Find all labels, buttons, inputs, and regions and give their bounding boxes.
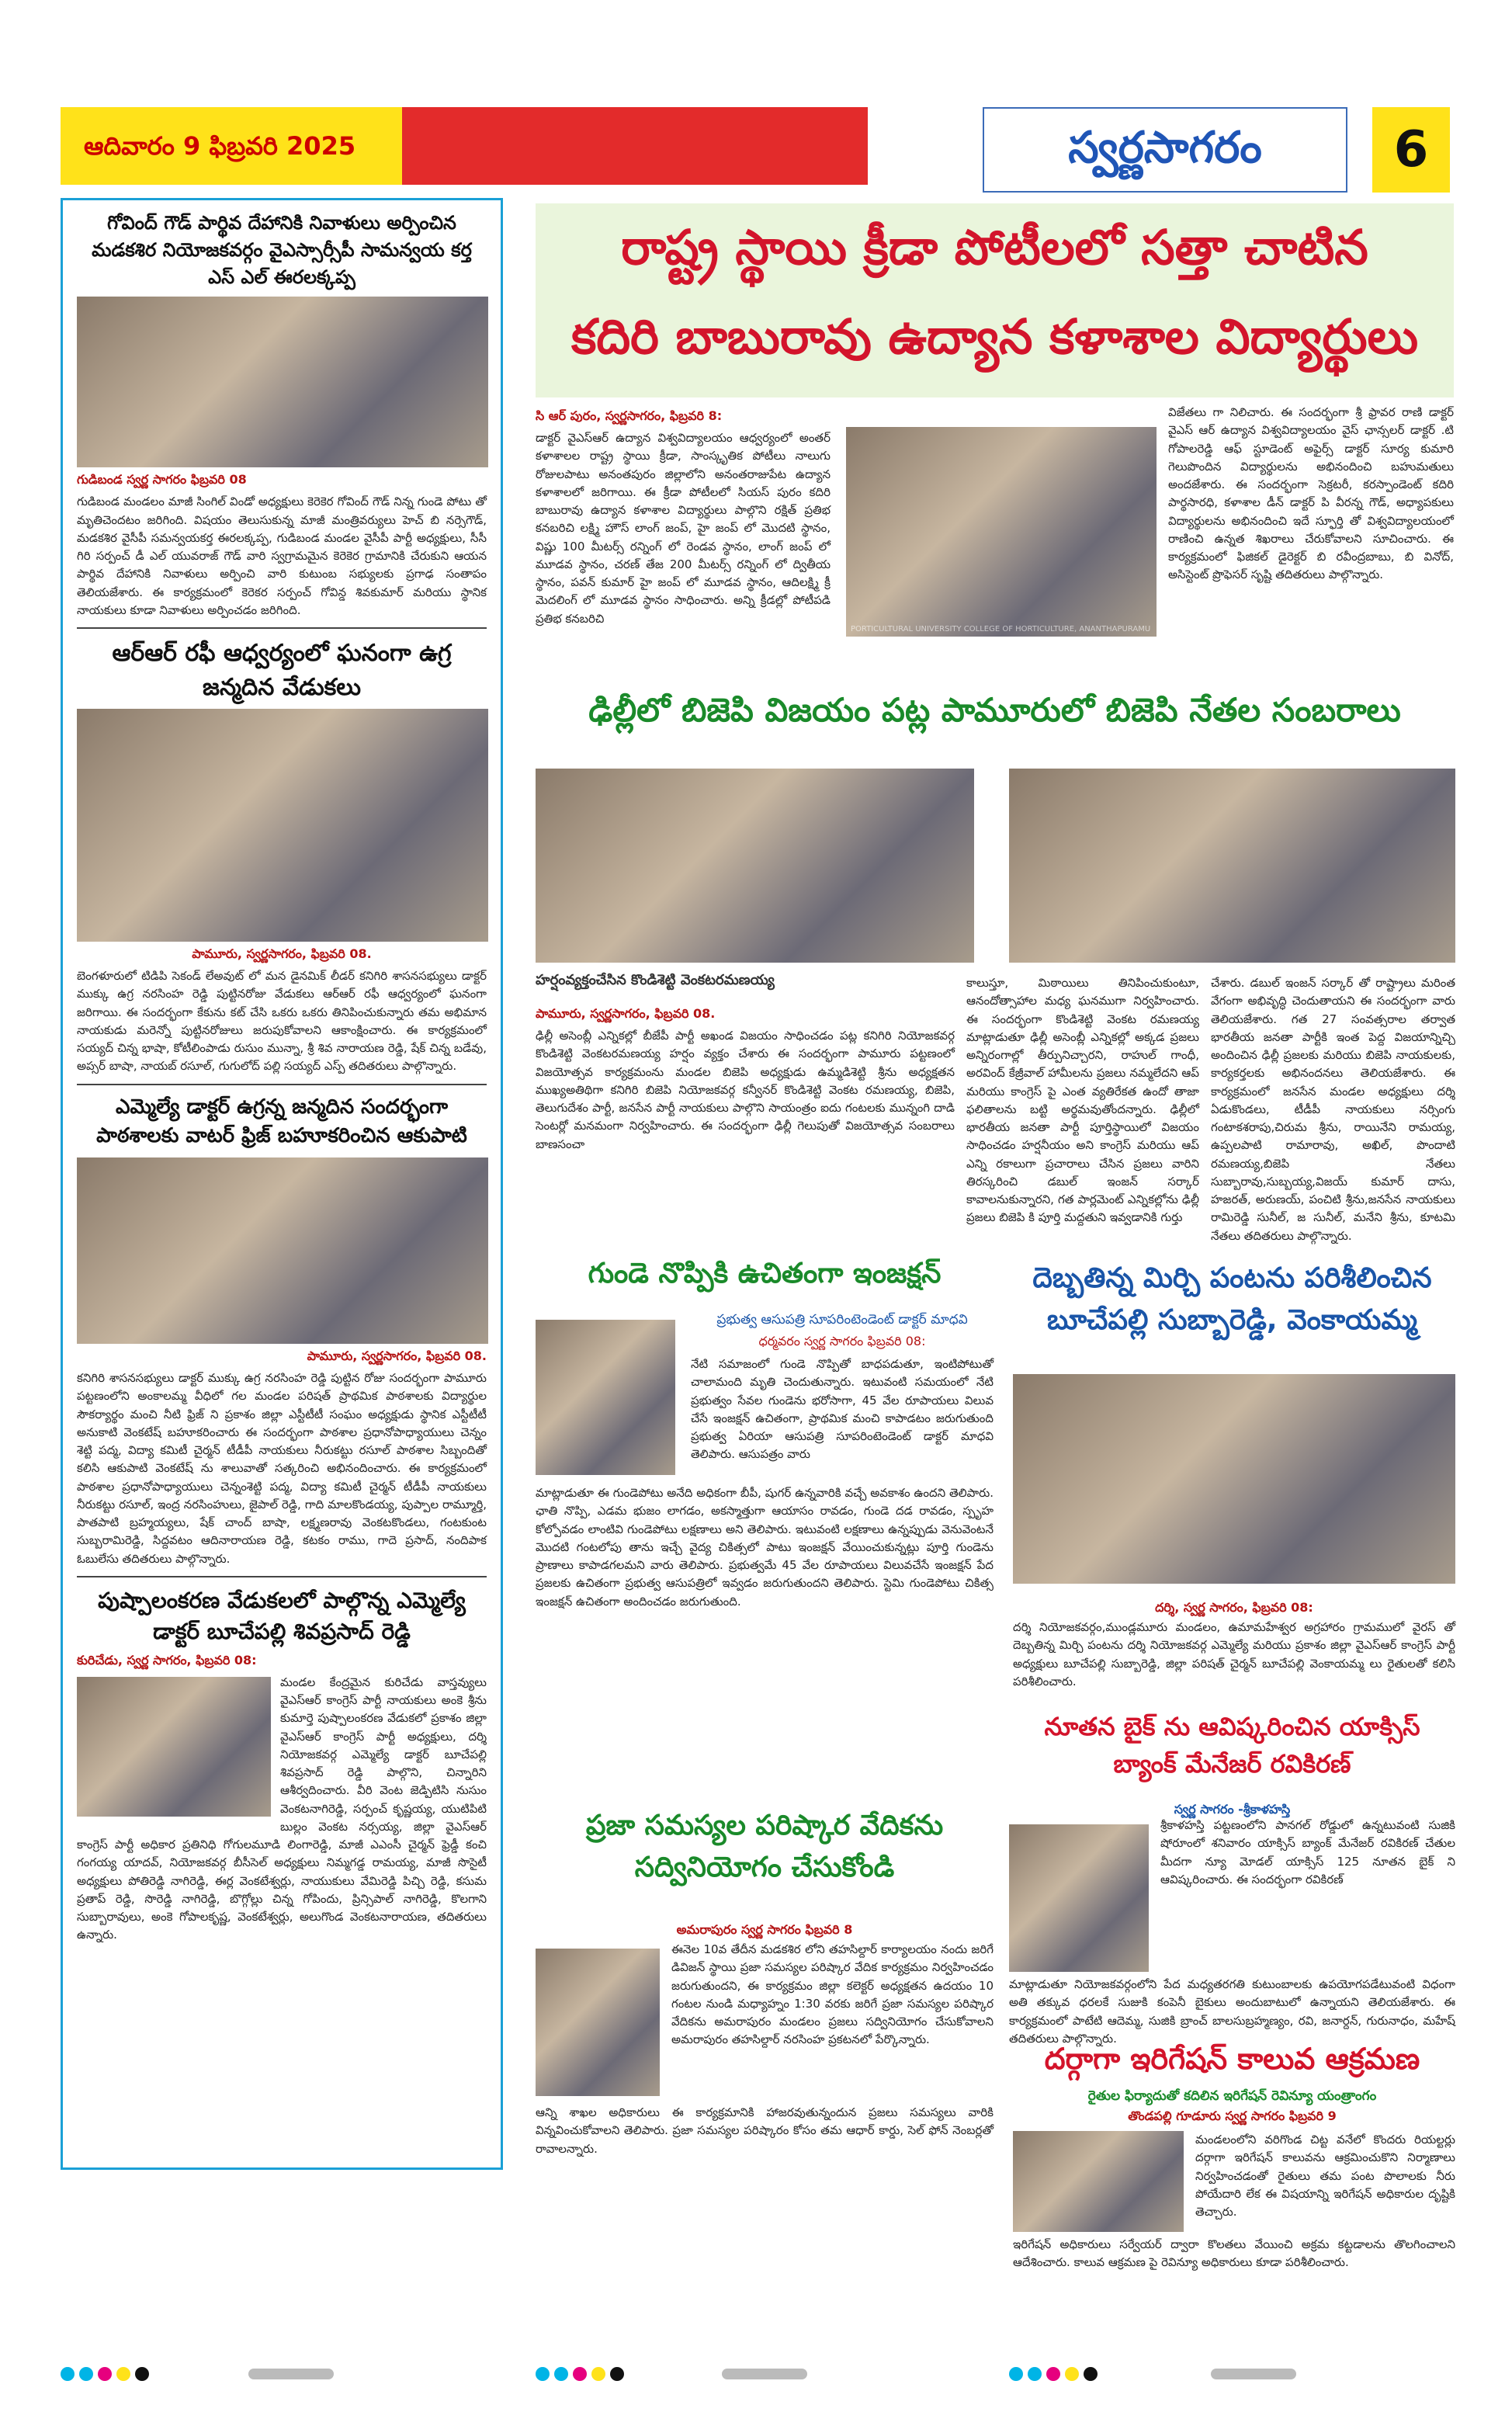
- dateline: కురిచేడు, స్వర్ణ సాగరం, ఫిబ్రవరి 08:: [77, 1652, 257, 1668]
- portrait-photo: [536, 1320, 675, 1475]
- news-photo: [1009, 769, 1455, 963]
- article-body: నేటి సమాజంలో గుండె నొప్పితో బాధపడుతూ, ఇంటిపోటుతో చాలామంది మృతి చెందుతున్నారు. ఇటువంటి సమయంలో నేటి ప్రభుత్వం సేవల గుండెను భరోసాగా, 45 వేల రూపాయలు విలువ చేసే ఇంజక్షన్ ఉచితంగా, ప్రాథమిక మంచి కాపాడటం జరుగుతుంది ప్రభుత్వ ఏరియా ఆసుపత్రి సూపరింటెండెంట్ డాక్టర్ మాధవి తెలిపారు. ఆసుపత్రం వారు: [691, 1357, 994, 1462]
- registration-dot: [79, 2367, 93, 2381]
- lead-story: [536, 404, 1454, 660]
- registration-dot: [1009, 2367, 1023, 2381]
- registration-bar: [248, 2369, 334, 2379]
- news-photo: [77, 1157, 488, 1344]
- registration-dot: [573, 2367, 587, 2381]
- divider: [77, 627, 487, 629]
- news-photo: [77, 709, 488, 942]
- subheadline: ప్రభుత్వ ఆసుపత్రి సూపరింటెండెంట్ డాక్టర్ మాధవి: [716, 1312, 968, 1328]
- article-body: ఈనెల 10వ తేదీన మడకశిర లోని తహసిల్దార్ కార్యాలయం నందు జరిగే డివిజన్ స్థాయి ప్రజా సమస్యల పరిష్కార వేదిక కార్యక్రమం నిర్వహించడం జరుగుతుందని, ఈ కార్యక్రమం జిల్లా కలెక్టర్ అధ్యక్షతన ఉదయం 10 గంటల నుండి మధ్యాహ్నం 1:30 వరకు జరిగే ప్రజా సమస్యల పరిష్కార వేదికను అమరాపురం మండలం ప్రజలు సద్వినియోగం చేసుకోవాలని అమరాపురం తహసిల్దార్ నరసింహ ప్రకటనలో పేర్కొన్నారు.: [671, 1942, 994, 2047]
- registration-dot: [61, 2367, 75, 2381]
- dateline: పామూరు, స్వర్ణసాగరం, ఫిబ్రవరి 08.: [536, 1006, 716, 1021]
- dateline: ధర్మవరం స్వర్ణ సాగరం ఫిబ్రవరి 08:: [758, 1334, 926, 1348]
- photo-banner-text: PORTICULTURAL UNIVERSITY COLLEGE OF HORTICULTURE, ANANTHAPURAMU: [851, 625, 1151, 633]
- headline: గోవింద్ గౌడ్ పార్థివ దేహానికి నివాళులు అర్పించిన మడకశిర నియోజకవర్గం వైఎస్సార్సీపీ సామన్వయ కర్త ఎస్ ఎల్ ఈరలక్కప్ప: [92, 212, 472, 288]
- headline: పుష్పాలంకరణ వేడుకలలో పాల్గొన్న ఎమ్మెల్యే డాక్టర్ బూచేపల్లి శివప్రసాద్ రెడ్డి: [98, 1587, 466, 1645]
- newspaper-logo: స్వర్ణసాగరం: [1068, 123, 1262, 173]
- article-body: కాలుస్తూ, మిఠాయిలు తినిపించుకుంటూ, ఆనందోత్సాహాల మధ్య ఘనముగా నిర్వహించారు. ఈ సందర్భంగా కొండిశెట్టి వెంకట రమణయ్య మాట్లాడుతూ ఢిల్లీ అసెంబ్లీ ఎన్నికల్లో అక్కడ ప్రజలు అన్నిరంగాల్లో తీర్పునిచ్చారని, రాహుల్ గాంధీ, అరవింద్ కేజ్రీవాల్ హామీలను ప్రజలు నమ్మలేదని ఆప్ మరియు కాంగ్రెస్ పై ఎంత వ్యతిరేకత ఉందో తాజా ఫలితాలను బట్టి అర్థమవుతోందన్నారు. ఢిల్లీలో భారతీయ జనతా పార్టీ పూర్తిస్థాయిలో విజయం సాధించడం హర్షనీయం అని కాంగ్రెస్ మరియు ఆప్ ఎన్ని రకాలుగా ప్రచారాలు చేసిన ప్రజలు వారిని తిరస్కరించి డబుల్ ఇంజన్ సర్కార్ కావాలనుకున్నారని, గత పార్లమెంట్ ఎన్నికల్లోను ఢిల్లీ ప్రజలు బిజెపి కి పూర్తి మద్దతుని ఇవ్వడానికి గుర్తు: [966, 976, 1199, 1225]
- news-photo: [536, 769, 974, 963]
- color-registration-dots: [61, 2367, 149, 2381]
- dateline: తొండపల్లి గూడూరు స్వర్ణ సాగరం ఫిబ్రవరి 9: [1128, 2108, 1337, 2123]
- news-photo: [1009, 1824, 1149, 1972]
- news-photo: [77, 1677, 271, 1817]
- left-column: [61, 198, 503, 2170]
- registration-dot: [116, 2367, 130, 2381]
- registration-dot: [591, 2367, 605, 2381]
- article-body: బెంగళూరులో టిడిపి సెకండ్ లేఅవుట్ లో మన డైనమిక్ లీడర్ కనిగిరి శాసనసభ్యులు డాక్టర్ ముక్కు ఉగ్ర నరసింహ రెడ్డి పుట్టినరోజు వేడుకలు ఆర్ఆర్ రఫీ ఆధ్వర్యంలో ఘనంగా జరిగాయి. ఈ సందర్భంగా కేకును కట్ చేసి ఒకరు ఒకరు తినిపించుకున్నారు తమ అభిమాన నాయకుడు మరెన్నో పుట్టినరోజులు జరుపుకోవాలని ఆకాంక్షించారు. ఈ కార్యక్రమంలో సయ్యద్ చిన్న భాషా, కోటీలింపాడు రుసుం మున్నా, శ్రీ శివ నారాయణ రెడ్డి, షేక్ చిన్న బడేవు, అప్సర్ బాషా, నాయబ్ రసూల్, గుగులోద్ పల్లి సయ్యద్ ఎస్ప్ తదితరులు పాల్గొన్నారు.: [77, 969, 487, 1074]
- article-body: దర్శి నియోజకవర్గం,ముండ్లమూరు మండలం, ఉమామహేశ్వర అగ్రహారం గ్రామములో వైరస్ తో దెబ్బతిన్న మిర్చి పంటను దర్శి నియోజకవర్గ ఎమ్మెల్యే మరియు ప్రకాశం జిల్లా వైఎస్ఆర్ కాంగ్రెస్ పార్టీ అధ్యక్షులు బూచేపల్లి సుబ్బారెడ్డి, జిల్లా పరిషత్ చైర్మన్ బూచేపల్లి వెంకాయమ్మ లు రైతులతో కలిసి పరిశీలించారు.: [1013, 1620, 1455, 1688]
- print-registration-footer: [0, 2364, 1512, 2387]
- article-body: మాట్లాడుతూ నియోజకవర్గంలోని పేద మధ్యతరగతి కుటుంబాలకు ఉపయోగపడేటువంటి విధంగా అతి తక్కువ ధరలకే సుజుకి కంపెనీ బైకులు అందుబాటులో ఉన్నాయని తెలియజేశారు. ఈ కార్యక్రమంలో పాటేటి ఆదెమ్మ, సుజికి బ్రాంచ్ బాలసుబ్రహ్మణ్యం, రవి, జనార్దన్, గురునాధం, మహేష్ తదితరులు పాల్గొన్నారు.: [1009, 1977, 1455, 2046]
- article-body: ఢిల్లీ అసెంబ్లీ ఎన్నికల్లో బీజేపీ పార్టీ అఖండ విజయం సాధించడం పట్ల కనిగిరి నియోజకవర్గ కొండిశెట్టి వెంకటరమణయ్య హర్షం వ్యక్తం చేశారు ఈ సందర్భంగా పామూరు పట్టణంలో విజయోత్సవ కార్యక్రమంను మండల బిజెపి అధ్యక్షుడు ఉమ్మడిశెట్టి శ్రీను అధ్యక్షతన ముఖ్యఅతిథిగా కనిగిరి బిజెపి నియోజకవర్గ కన్వీనర్ కొండిశెట్టి వెంకట రమణయ్య, బిజెపి, తెలుగుదేశం పార్టీ, జనసేన పార్టీ నాయకులు పాల్గొని సాయంత్రం ఐదు గంటలకు మున్నంగి దాడి సెంటర్లో మనమంగా నిర్వహించారు. ఈ సందర్భంగా ఢిల్లీ గెలుపుతో విజయోత్సవ సంబరాలు బాణసంచా: [536, 1029, 955, 1151]
- page-number: 6: [1372, 107, 1450, 193]
- registration-dot: [135, 2367, 149, 2381]
- registration-dot: [1028, 2367, 1042, 2381]
- issue-date: ఆదివారం 9 ఫిబ్రవరి 2025: [61, 107, 402, 185]
- article-body: ఆన్ని శాఖల అధికారులు ఈ కార్యక్రమానికి హాజరవుతున్నందున ప్రజలు సమస్యలు వారికి విన్నవించుకోవాలని తెలిపారు. ప్రజా సమస్యల పరిష్కారం కోసం తమ ఆధార్ కార్డు, సెల్ ఫోన్ నెంబర్లతో రావాలన్నారు.: [536, 2105, 994, 2156]
- headline: ఆర్ఆర్ రఫీ ఆధ్వర్యంలో ఘనంగా ఉగ్ర జన్మదిన వేడుకలు: [112, 640, 452, 701]
- dateline: పామూరు, స్వర్ణసాగరం, ఫిబ్రవరి 08.: [192, 946, 372, 962]
- headline: నూతన బైక్ ను ఆవిష్కరించిన యాక్సిస్ బ్యాంక్ మేనేజర్ రవికిరణ్: [1044, 1712, 1420, 1779]
- headline: ఎమ్మెల్యే డాక్టర్ ఉగ్రన్న జన్మదిన సందర్భంగా పాఠశాలకు వాటర్ ఫ్రిజ్ బహూకరించిన ఆకుపాటి: [96, 1095, 467, 1148]
- registration-dot: [98, 2367, 112, 2381]
- dateline: సి ఆర్ పురం, స్వర్ణసాగరం, ఫిబ్రవరి 8:: [536, 408, 723, 423]
- registration-dot: [1046, 2367, 1060, 2381]
- registration-dot: [610, 2367, 624, 2381]
- registration-dot: [554, 2367, 568, 2381]
- article-body: మండల కేంద్రమైన కురిచేడు వాస్తవ్యులు వైఎస్ఆర్ కాంగ్రెస్ పార్టీ నాయకులు అంకె శ్రీను కుమార్తె పుష్పాలంకరణ వేడుకలో ప్రకాశం జిల్లా వైఎస్ఆర్ కాంగ్రెస్ పార్టీ అధ్యక్షులు, దర్శి నియోజకవర్గ ఎమ్మెల్యే డాక్టర్ బూచేపల్లి శివప్రసాద్ రెడ్డి పాల్గొని, చిన్నారిని ఆశీర్వదించారు. వీరి వెంట జెడ్పిటిసి నుసుం వెంకటనాగిరెడ్డి, సర్పంచ్ కృష్ణయ్య, యుటిపిటి బుల్లం వెంకట నర్సయ్య, జిల్లా వైఎస్ఆర్ కాంగ్రెస్ పార్టీ అధికార ప్రతినిధి గోగులమూడి లింగారెడ్డి, మాజీ ఎఎంసీ చైర్మన్ ఫ్రెడ్డీ కంచి గంగయ్య యాదవ్, నియోజకవర్గ బీసీసెల్ అధ్యక్షులు నిమ్మగడ్డ రామయ్య, మాజీ సొసైటీ అధ్యక్షులు పోతిరెడ్డి నాగిరెడ్డి, ఈర్ల వెంకటేశ్వర్లు, నాయుకులు వేమిరెడ్డి పిచ్చి రెడ్డి, కసుమ ప్రతాప్ రెడ్డి, సొరెడ్డి నాగిరెడ్డి, బొగ్గోల్లు చిన్న గోపిందు, ప్రిన్సిపాల్ నాగిరెడ్డి, కొలగాని సుబ్బారావులు, అంకె గోపాలకృష్ణ, వెంకటేశ్వర్లు, అలుగొండ వెంకటనారాయణ, తదితరులు ఉన్నారు.: [77, 1675, 487, 1942]
- news-photo: [77, 297, 488, 467]
- portrait-photo: [536, 1949, 660, 2096]
- color-registration-dots: [1009, 2367, 1098, 2381]
- headline: ఢిల్లీలో బిజెపి విజయం పట్ల పామూరులో బిజెపి నేతల సంబరాలు: [588, 691, 1401, 729]
- article-body: మండలంలోని వరిగొండ చిట్ట వనేలో కొందరు రియల్టర్లు దర్గాగా ఇరిగేషన్ కాలువను ఆక్రమించుకొని నిర్మాణాలు నిర్వహించడంతో రైతులు తమ పంట పొలాలకు నీరు పోయేదారి లేక ఈ విషయాన్ని ఇరిగేషన్ అధికారుల దృష్టికి తెచ్చారు.: [1195, 2133, 1455, 2219]
- dateline: గుడిబండ స్వర్ణ సాగరం ఫిబ్రవరి 08: [77, 472, 247, 488]
- divider: [77, 1084, 487, 1085]
- lead-banner: [536, 203, 1454, 397]
- headline: గుండె నొప్పికి ఉచితంగా ఇంజక్షన్: [588, 1258, 942, 1289]
- dateline: పామూరు, స్వర్ణసాగరం, ఫిబ్రవరి 08.: [307, 1348, 487, 1364]
- registration-dot: [1084, 2367, 1098, 2381]
- article-body: మాట్లాడుతూ ఈ గుండెపోటు అనేది అధికంగా బీపీ, షుగర్ ఉన్నవారికి వచ్చే అవకాశం ఉందని తెలిపారు. ఛాతి నొప్పి, ఎడమ భుజం లాగడం, అకస్మాత్తుగా ఆయాసం రావడం, గుండె దడ రావడం, స్పృహ కోల్పోవడం లాంటివి గుండెపోటు లక్షణాలు అని తెలిపారు. ఇటువంటి లక్షణాలు ఉన్నప్పుడు వెనువెంటనే మొదటి గంటలోపు తాను ఇచ్చే వైద్య చికిత్సలో పాటు ఇంజక్షన్ వేయించుకున్నట్లు పూర్తి గుండెను ప్రాణాలు కాపాడగలమని వారు తెలిపారు. ప్రభుత్వమే 45 వేల రూపాయలు విలువచేసే ఇంజక్షన్ పేద ప్రజలకు ఉచితంగా ప్రభుత్వ ఆసుపత్రిలో ఇవ్వడం జరుగుతుందని తెలిపారు. స్టెమి గుండెపోటు చికిత్స ఇంజక్షన్ ఉచితంగా అందించడం జరుగుతుంది.: [536, 1486, 994, 1609]
- headline: దెబ్బతిన్న మిర్చి పంటను పరిశీలించిన బూచేపల్లి సుబ్బారెడ్డి, వెంకాయమ్మ: [1032, 1262, 1432, 1336]
- banner-headline-line2: కదిరి బాబురావు ఉద్యాన కళాశాల విద్యార్థులు: [570, 308, 1419, 365]
- news-photo: [1013, 1374, 1455, 1584]
- headline: దర్గాగా ఇరిగేషన్ కాలువ ఆక్రమణ: [1044, 2042, 1420, 2076]
- divider: [77, 1576, 487, 1577]
- article-body: గుడిబండ మండలం మాజీ సింగిల్ విండో అధ్యక్షులు కెరెకెర గోవింద్ గౌడ్ నిన్న గుండె పోటు తో మృతిచెందటం జరిగింది. విషయం తెలుసుకున్న మాజీ మంత్రివర్యులు హెచ్ బి నర్సెగౌడ్, మడకశిర వైసీపీ సమన్వయకర్త ఈరలక్కప్ప, గుడిబండ మండల వైసీపీ పార్టీ అధ్యక్షులు, సీసీ గిరి సర్పంచ్ డీ ఎల్ యువరాజ్ గౌడ్ వారి స్వగ్రామమైన కెరెకెర గ్రామానికి చేరుకుని ఆయన పార్థివ దేహానికి నివాళులు అర్పించి వారి కుటుంబ సభ్యులకు ప్రగాఢ సంతాపం తెలియజేశారు. ఈ కార్యక్రమంలో కెరెకర సర్పంచ్ గోవిన్డ శివకుమార్ మరియు స్థానిక నాయకులు కూడా నివాళులు అర్పించడం జరిగింది.: [77, 495, 487, 617]
- news-photo: [1013, 2131, 1184, 2232]
- date-bar: [61, 107, 868, 185]
- article-body: కనిగిరి శాసనసభ్యులు డాక్టర్ ముక్కు ఉగ్ర నరసింహ రెడ్డి పుట్టిన రోజు సందర్భంగా పామూరు పట్టణంలోని అంకాలమ్మ వీధిలో గల మండల పరిషత్ ప్రాథమిక పాఠశాలకు విద్యార్థుల సౌకర్యార్థం మంచి నీటి ఫ్రిజ్ ని ప్రకాశం జిల్లా ఎస్టీటీటీ సంఘం అధ్యక్షుడు స్థానిక ఎస్టీటీటీ అనుకాటి వెంకటేష్ బహూకరించారు ఈ సందర్భంగా పాఠశాల ప్రధానోపాధ్యాయులు చెన్నం శెట్టి పద్మ, విద్యా కమిటీ చైర్మన్ టీడీపీ నాయకులు నీరుకట్టు రసూల్ పాఠశాల సిబ్బందితో కలిసి ఆకుపాటి వెంకటేష్ ను శాలువాతో సత్కరించి అభినందించారు. ఈ కార్యక్రమంలో పాఠశాల ప్రధానోపాధ్యాయులు చెన్నంశెట్టి పద్మ, విద్యా కమిటీ చైర్మన్ టీడీపీ నాయకులు నీరుకట్టు రసూల్, ఇంద్ర నరసింహులు, జైపాల్ రెడ్డి, గాది మాలకొండయ్య, పుప్పాల రామ్మూర్తి, పాతపాటి బ్రహ్మయ్యలు, షేక్ చాంద్ బాషా, లక్ష్మణరావు వెంకటకొండలు, గంటకుంట సుబ్బరామిరెడ్డి, సిద్దవటం ఆదినారాయణ రెడ్డి, కటకం రాము, గాదె ప్రసాద్, నందిపాక ఓబులేసు తదితరులు పాల్గొన్నారు.: [77, 1371, 487, 1566]
- registration-dot: [536, 2367, 550, 2381]
- dateline: స్వర్ణ సాగరం -శ్రీకాళహస్తి: [1174, 1802, 1291, 1817]
- article-body: ఇరిగేషన్ అధికారులు సర్వేయర్ ద్వారా కొలతలు వేయించి అక్రమ కట్టడాలను తొలగించాలని ఆదేశించారు. కాలువ ఆక్రమణ పై రెవిన్యూ అధికారులు కూడా పరిశీలించారు.: [1013, 2237, 1455, 2270]
- masthead: [983, 107, 1347, 193]
- dateline: అమరాపురం స్వర్ణ సాగరం ఫిబ్రవరి 8: [676, 1922, 853, 1937]
- article-body: శ్రీకాళహస్తి పట్టణంలోని పానగల్ రోడ్డులో ఉన్నటువంటి సుజికి షోరూంలో శనివారం యాక్సిస్ బ్యాంక్ మేనేజర్ రవికిరణ్ చేతుల మీదగా న్యూ మోడల్ యాక్సిస్ 125 నూతన బైక్ ని ఆవిష్కరించారు. ఈ సందర్భంగా రవికిరణ్: [1160, 1818, 1455, 1886]
- registration-bar: [1211, 2369, 1296, 2379]
- article-body: విజేతలు గా నిలిచారు. ఈ సందర్భంగా శ్రీ ఫ్రావర రాణి డాక్టర్ వైఎస్ ఆర్ ఉద్యాన విశ్వవిద్యాలయం వైస్ ఛాన్సలర్ డాక్టర్ .టి గోపాలరెడ్డి ఆఫ్ స్టూడెంట్ అఫైర్స్ డాక్టర్ సూర్య కుమారి గెలుపొందిన విద్యార్థులను అభినందించి బహుమతులు అందజేశారు. ఈ సందర్భంగా సెక్రటరీ, కరస్పాండెంట్ కదిరి పార్థసారధి, కళాశాల డీన్ డాక్టర్ పి వీరన్న గౌడ్, అధ్యాపకులు విద్యార్థులను అభినందించి ఇదే స్ఫూర్తి తో విశ్వవిద్యాలయంలో రాణించి ఉన్నత శిఖరాలు చేరుకోవాలని సూచించారు. ఈ కార్యక్రమంలో ఫిజికల్ డైరెక్టర్ బి రవీంద్రబాబు, బి వినోద్, అసిస్టెంట్ ప్రొఫెసర్ సృష్టి తదితరులు పాల్గొన్నారు.: [1168, 405, 1454, 582]
- page-header: [61, 107, 1450, 193]
- registration-dot: [1065, 2367, 1079, 2381]
- article-body: డాక్టర్ వైఎస్ఆర్ ఉద్యాన విశ్వవిద్యాలయం ఆధ్వర్యంలో అంతర్ కళాశాలల రాష్ట్ర స్థాయి క్రీడా, సాంస్కృతిక పోటీలు నాలుగు రోజులపాటు అనంతపురం జిల్లాలోని అనంతరాజుపేట ఉద్యాన కళాశాలలో జరిగాయి. ఈ క్రీడా పోటీలలో సియస్ పురం కదిరి బాబురావు ఉద్యాన కళాశాల విద్యార్థులు పాల్గొని రక్షిత్ ప్రతిభ కనబరిచి లక్ష్మి హౌస్ లాంగ్ జంప్, హై జంప్ లో మొదటి స్థానం, విష్ణు 100 మీటర్స్ రన్నింగ్ లో రెండవ స్థానం, లాంగ్ జంప్ లో మూడవ స్థానం, చరణ్ తేజ 200 మీటర్స్ రన్నింగ్ లో ద్వితీయ స్థానం, పవన్ కుమార్ హై జంప్ లో మూడవ స్థానం, ఆదిలక్ష్మి క్రీ మెదలింగ్ లో మూడవ స్థానం సాధించారు. అన్ని క్రీడల్లో పోటీపడి ప్రతిభ కనబరిచి: [536, 431, 831, 626]
- registration-bar: [722, 2369, 807, 2379]
- news-photo: [846, 427, 1157, 637]
- color-registration-dots: [536, 2367, 624, 2381]
- article-body: చేశారు. డబుల్ ఇంజన్ సర్కార్ తో రాష్ట్రాలు మరింత వేగంగా అభివృద్ధి చెందుతాయని ఈ సందర్భంగా వారు తెలియజేశారు. గత 27 సంవత్సరాల తర్వాత భారతీయ జనతా పార్టీకి ఇంత పెద్ద విజయాన్నిచ్చి అందించిన ఢిల్లీ ప్రజలకు మరియు బిజెపి నాయకులకు, కార్యకర్తలకు అభినందనలు తెలియజేశారు. ఈ కార్యక్రమంలో జనసేన మండల అధ్యక్షులు దర్శి ఏడుకొండలు, టీడీపీ నాయకులు నర్సింగు గంటాకశరాపు,చిరుమ శ్రీను, రాయినేని రామయ్య, ఉప్పలపాటి రామారావు, అఖిల్, పొందాటి రమణయ్య,బిజెపి నేతలు సుబ్బారావు,సుబ్బయ్య,విజయ్ కుమార్ దాసు, హజరత్, అరుణయ్, పంచిటి శ్రీను,జనసేన నాయకులు రామిరెడ్డి సునీల్, జ సునీల్, మనేని శ్రీను, కూటమి నేతలు తదితరులు పాల్గొన్నారు.: [1211, 976, 1455, 1243]
- photo-caption: హర్షంవ్యక్తంచేసిన కొండిశెట్టి వెంకటరమణయ్య: [536, 972, 775, 988]
- banner-headline-line1: రాష్ట్ర స్థాయి క్రీడా పోటీలలో సత్తా చాటిన: [621, 219, 1368, 276]
- subheadline: రైతుల ఫిర్యాదుతో కదిలిన ఇరిగేషన్ రెవిన్యూ యంత్రాంగం: [1087, 2088, 1377, 2104]
- headline: ప్రజా సమస్యల పరిష్కార వేదికను సద్వినియోగం చేసుకోండి: [585, 1810, 944, 1883]
- dateline: దర్శి, స్వర్ణ సాగరం, ఫిబ్రవరి 08:: [1155, 1600, 1313, 1615]
